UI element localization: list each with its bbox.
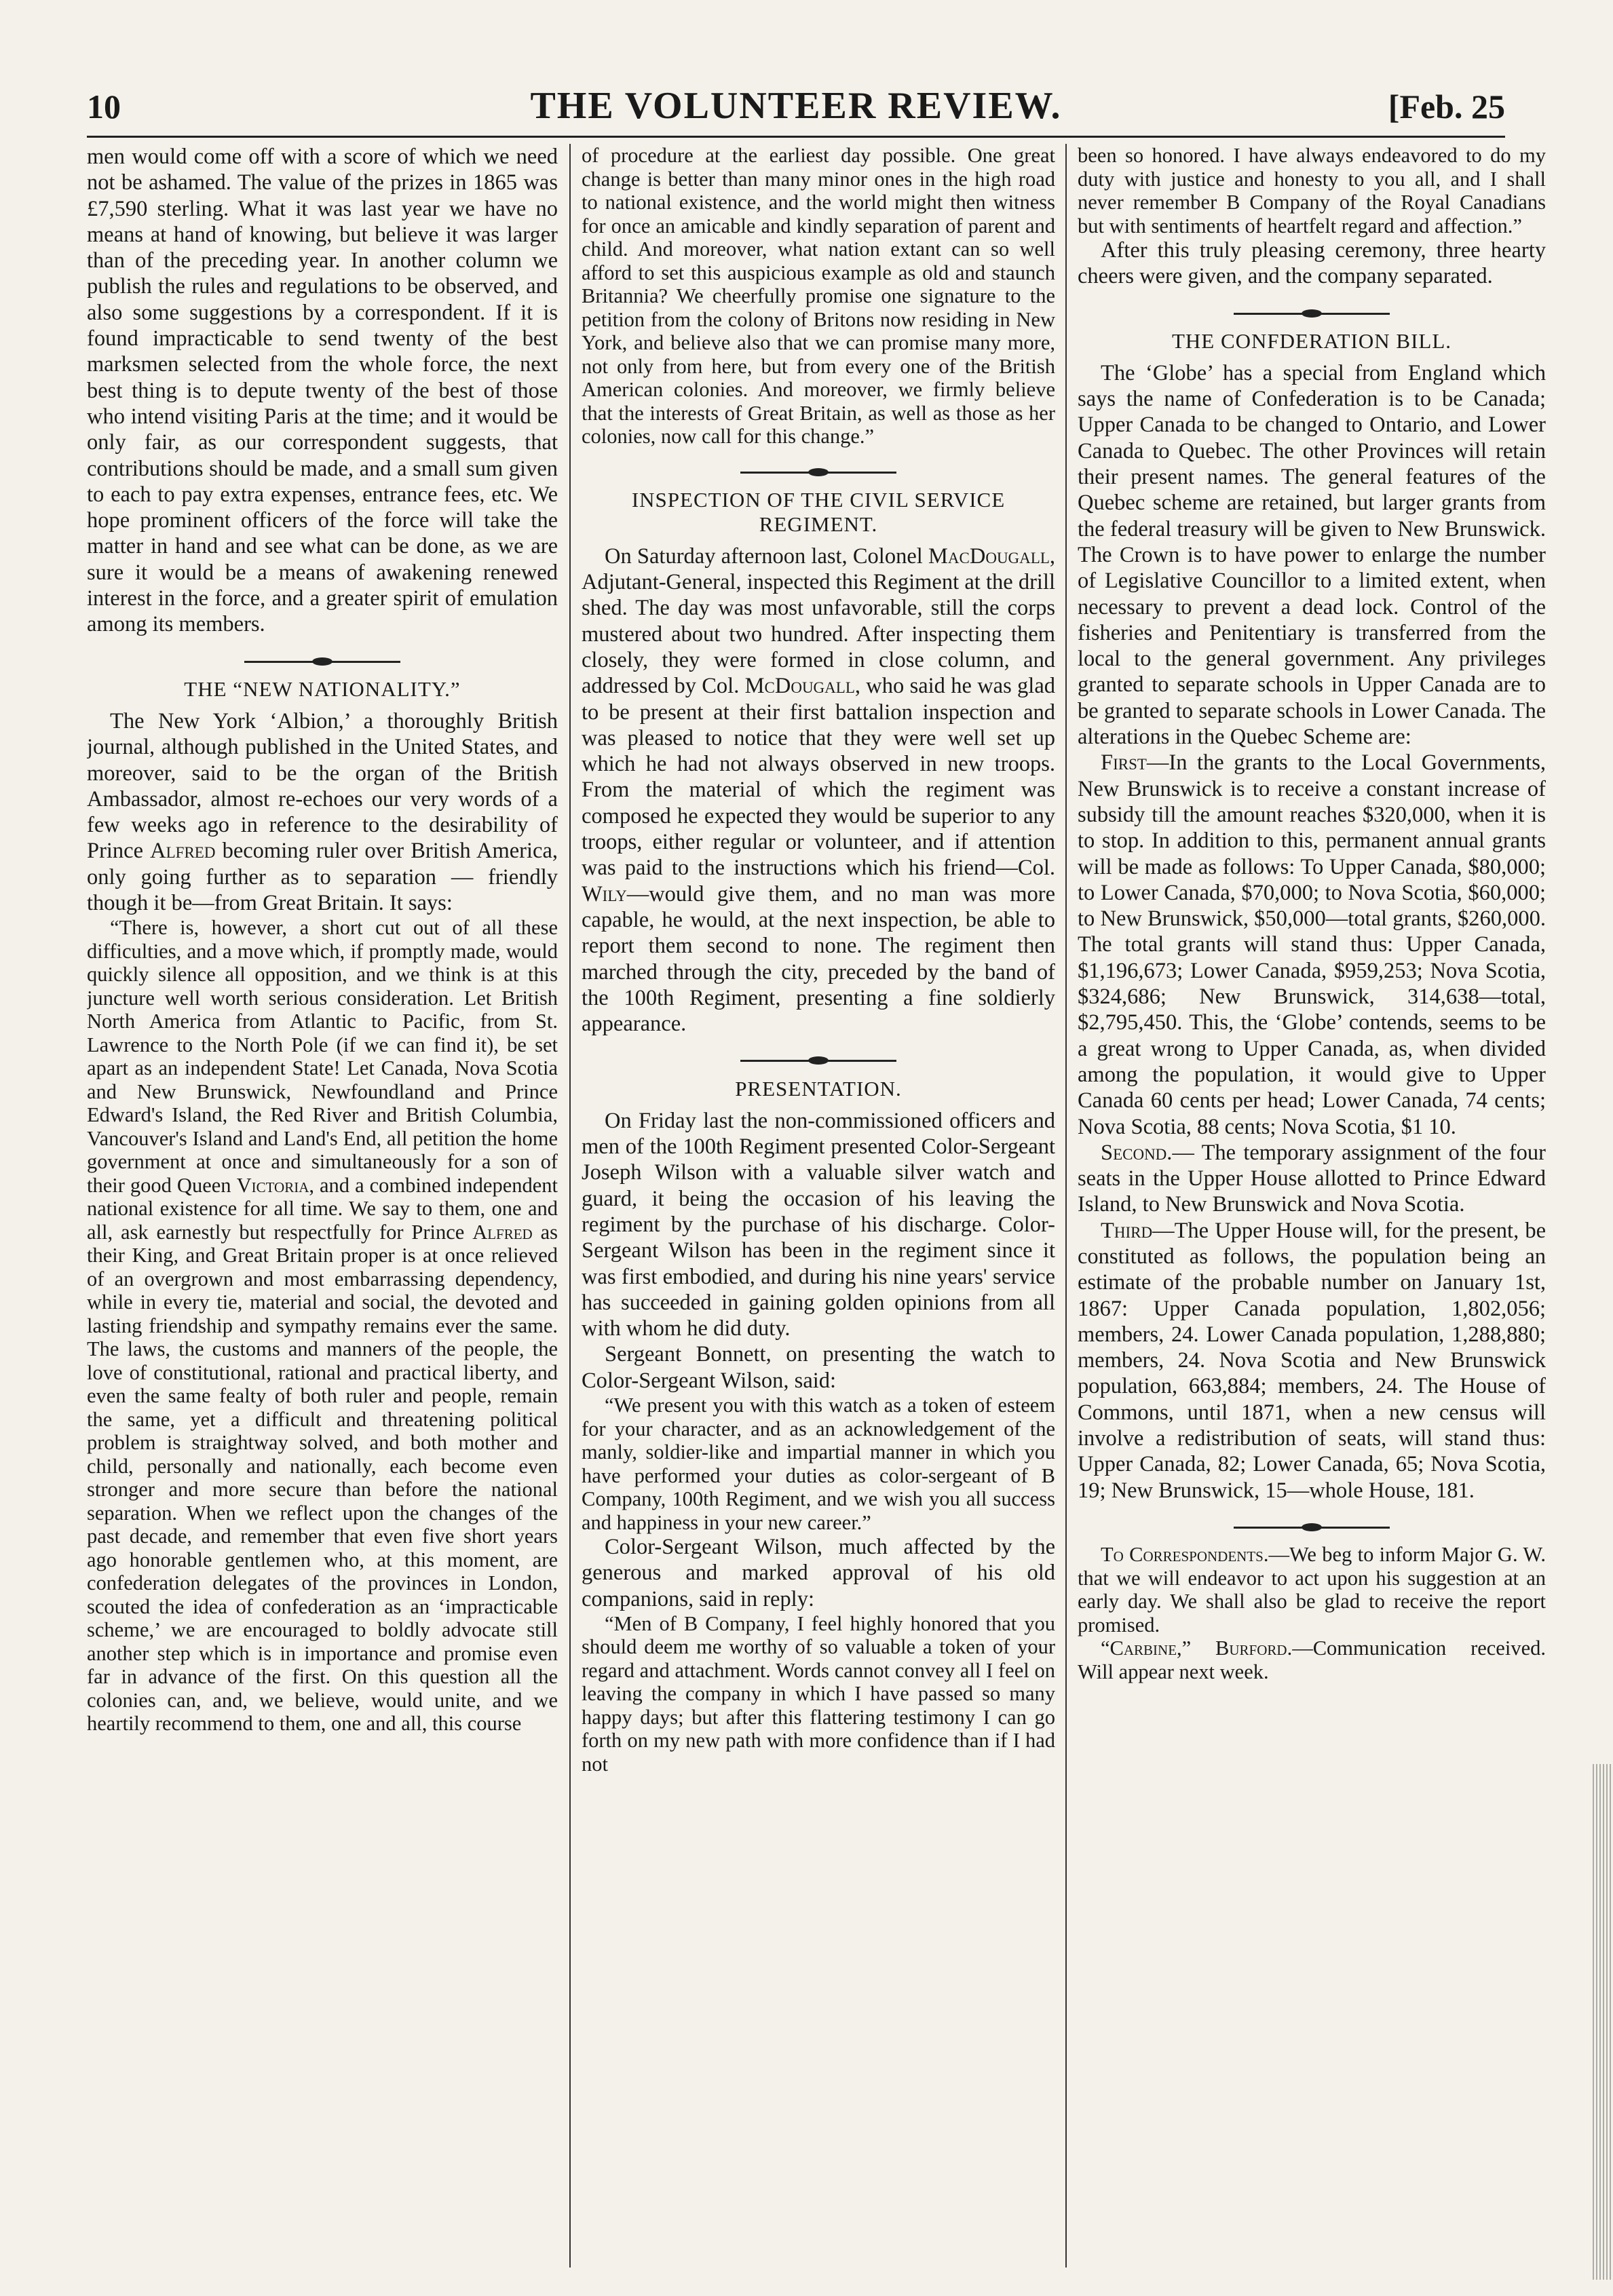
article-heading: THE “NEW NATIONALITY.” — [184, 676, 461, 701]
quoted-passage: “Men of B Company, I feel highly honored that you should deem me worthy of so valuable a token of your regard and attachment. Words cannot convey all I feel on leaving the company in which I have passed so many happy days; but after this flattering testimony I can go forth on my new path with more confidence than if I had not — [582, 1611, 1055, 1776]
quoted-passage: of procedure at the earliest day possible. One great change is better than many minor ones in the high road to national existence, and the world might then witness for once an amicable and kindly separation of parent and child. And moreover, what nation extant can so well afford to set this auspicious example as old and staunch Britannia? We cheerfully promise one signature to the petition from the colony of Britons now residing in New York, and believe also that we can promise many more, not only from here, but from every one of the British American colonies. And moreover, we firmly believe that the interests of Great Britain, as well as those as her colonies, now call for this change.” — [582, 144, 1055, 448]
section-divider — [87, 647, 558, 673]
issue-date: [Feb. 25 — [1388, 88, 1505, 126]
quoted-passage: “There is, however, a short cut out of all these difficulties, and a move which, if promptly made, would quickly silence all opposition, and we think is at this juncture well worth serious consideration. Let British North America from Atlantic to Pacific, from St. Lawrence to the North Pole (if we can find it), be set apart as an independent State! Let Canada, Nova Scotia and New Brunswick, Newfoundland and Prince Edward's Island, the Red River and British Columbia, Vancouver's Island and Land's End, all petition the home government at once and simultaneously for a son of their good Queen Victoria, and a combined independent national existence for all time. We say to them, one and all, ask earnestly but respectfully for Prince Alfred as their King, and Great Britain proper is at once relieved of an overgrown and most embarrassing dependency, while in every tie, material and social, the devoted and lasting friendship and sympathy remains ever the same. The laws, the customs and manners of the people, the love of constitutional, rational and practical liberty, and even the same fealty of both ruler and people, remain the same, yet a difficult and threatening political problem is straightway solved, and both mother and child, personally and nationally, each become even stronger and more secure than before the national separation. When we reflect upon the changes of the past decade, and remember that even five short years ago honorable gentlemen who, at this moment, are confederation delegates of the provinces in London, scouted the idea of confederation as an ‘impracticable scheme,’ we are encouraged to boldly advocate still another step which is in importance and promise even far in advance of the first. On this question all the colonies can, and, we believe, would unite, and we heartily recommend to them, one and all, this course — [87, 916, 558, 1736]
page-header — [87, 80, 1505, 138]
masthead-title: THE VOLUNTEER REVIEW. — [530, 85, 1062, 127]
article-paragraph: The ‘Globe’ has a special from England which says the name of Confederation is to be Canada; Upper Canada to be changed to Ontario, and Lower Canada to Quebec. The other Provinces will retain their present names. The general features of the Quebec scheme are retained, but larger grants from the federal treasury will be given to New Brunswick. The Crown is to have power to enlarge the number of Legislative Councillor to a limited extent, when necessary to prevent a dead lock. Control of the fisheries and Penitentiary is transferred from the local to the general government. Any privileges granted to separate schools in Upper Canada are to be granted to separate schools in Lower Canada. The alterations in the Quebec Scheme are: — [1078, 360, 1546, 750]
quoted-passage: “We present you with this watch as a token of esteem for your character, and as an acknowledgement of the manly, soldier-like and impartial manner in which you have performed your duties as color-sergeant of B Company, 100th Regiment, and we wish you all success and happiness in your new career.” — [582, 1394, 1055, 1534]
column-rule — [569, 144, 571, 2268]
quoted-passage: been so honored. I have always endeavored to do my duty with justice and honesty to you all, and I shall never remember B Company of the Royal Canadians but with sentiments of heartfelt regard and affection.” — [1078, 144, 1546, 237]
article-paragraph: Third—The Upper House will, for the present, be constituted as follows, the population being an estimate of the probable number on January 1st, 1867: Upper Canada population, 1,802,056; members, 24. Lower Canada population, 1,288,880; members, 24. Nova Scotia and New Brunswick population, 663,884; members, 24. The House of Commons, until 1871, when a new census will involve a redistribution of seats, will stand thus: Upper Canada, 82; Lower Canada, 65; Nova Scotia, 19; New Brunswick, 15—whole House, 181. — [1078, 1218, 1546, 1503]
column-3 — [1078, 144, 1546, 2268]
article-heading: PRESENTATION. — [735, 1076, 902, 1101]
column-2 — [582, 144, 1055, 2268]
article-paragraph: Color-Sergeant Wilson, much affected by the generous and marked approval of his old companions, said in reply: — [582, 1535, 1055, 1611]
page-edge-scan-artifact — [1593, 1764, 1613, 2280]
article-paragraph: Second.— The temporary assignment of the four seats in the Upper House allotted to Prince Edward Island, to New Brunswick and Nova Scotia. — [1078, 1140, 1546, 1217]
article-paragraph: On Friday last the non-commissioned officers and men of the 100th Regiment presented Color-Sergeant Joseph Wilson with a valuable silver watch and guard, it being the occasion of his leaving the regiment by the purchase of his discharge. Color-Sergeant Wilson has been in the regiment since it was first embodied, and during his nine years' service has succeeded in gaining golden opinions from all with whom he did duty. — [582, 1108, 1055, 1341]
article-heading: THE CONFDERATION BILL. — [1171, 328, 1452, 353]
notice-paragraph: To Correspondents.—We beg to inform Major G. W. that we will endeavor to act upon his suggestion at an early day. We shall also be glad to receive the report promised. — [1078, 1543, 1546, 1637]
page-number: 10 — [87, 88, 121, 126]
column-1 — [87, 144, 558, 2268]
column-rule — [1065, 144, 1067, 2268]
section-divider — [582, 1046, 1055, 1072]
article-heading: INSPECTION OF THE CIVIL SERVICE REGIMENT. — [631, 487, 1006, 536]
article-paragraph: men would come off with a score of which we need not be ashamed. The value of the prizes in 1865 was £7,590 sterling. What it was last year we have no means at hand of knowing, but believe it was larger than of the preceding year. In another column we publish the rules and regulations to be observed, and also some suggestions by a correspondent. If it is found impracticable to send twenty of the best marksmen selected from the whole force, the next best thing is to depute twenty of the best of those who intend visiting Paris at the time; and it would be only fair, as our correspondent suggests, that contributions should be made, and a small sum given to each to pay extra expenses, entrance fees, etc. We hope prominent officers of the force will take the matter in hand and see what can be done, as we are sure it would be a means of awakening renewed interest in the force, and a greater spirit of emulation among its members. — [87, 145, 558, 637]
section-divider — [582, 458, 1055, 484]
article-paragraph: Sergeant Bonnett, on presenting the watch to Color-Sergeant Wilson, said: — [582, 1342, 1055, 1393]
article-paragraph: First—In the grants to the Local Governments, New Brunswick is to receive a constant increase of subsidy till the amount reaches $320,000, when it is to stop. In addition to this, permanent annual grants will be made as follows: To Upper Canada, $80,000; to Lower Canada, $70,000; to Nova Scotia, $60,000; to New Brunswick, $50,000—total grants, $260,000. The total grants will stand thus: Upper Canada, $1,196,673; Lower Canada, $959,253; Nova Scotia, $324,686; New Brunswick, 314,638—total, $2,795,450. This, the ‘Globe’ contends, seems to be a great wrong to Upper Canada, as, when divided among the population, it would give to Upper Canada 60 cents per head; Lower Canada, 74 cents; Nova Scotia, 88 cents; Nova Scotia, $1 10. — [1078, 750, 1546, 1139]
section-divider — [1078, 1513, 1546, 1539]
article-paragraph: After this truly pleasing ceremony, three hearty cheers were given, and the company separated. — [1078, 238, 1546, 289]
notice-paragraph: “Carbine,” Burford.—Communication received. Will appear next week. — [1078, 1637, 1546, 1683]
article-paragraph: On Saturday afternoon last, Colonel MacDougall, Adjutant-General, inspected this Regiment at the drill shed. The day was most unfavorable, still the corps mustered about two hundred. After inspecting them closely, they were formed in close column, and addressed by Col. McDougall, who said he was glad to be present at their first battalion inspection and was pleased to notice that they were well set up which he had not always observed in new troops. From the material of which the regiment was composed he expected they would be superior to any troops, either regular or volunteer, and if attention was paid to the instructions which his friend—Col. Wily—would give them, and no man was more capable, he would, at the next inspection, be able to report them second to none. The regiment then marched through the city, preceded by the band of the 100th Regiment, presenting a fine soldierly appearance. — [582, 543, 1055, 1037]
section-divider — [1078, 299, 1546, 325]
article-paragraph: The New York ‘Albion,’ a thoroughly British journal, although published in the United States, and moreover, said to be the organ of the British Ambassador, almost re-echoes our very words of a few weeks ago in reference to the desirability of Prince Alfred becoming ruler over British America, only going further as to separation — friendly though it be—from Great Britain. It says: — [87, 708, 558, 916]
